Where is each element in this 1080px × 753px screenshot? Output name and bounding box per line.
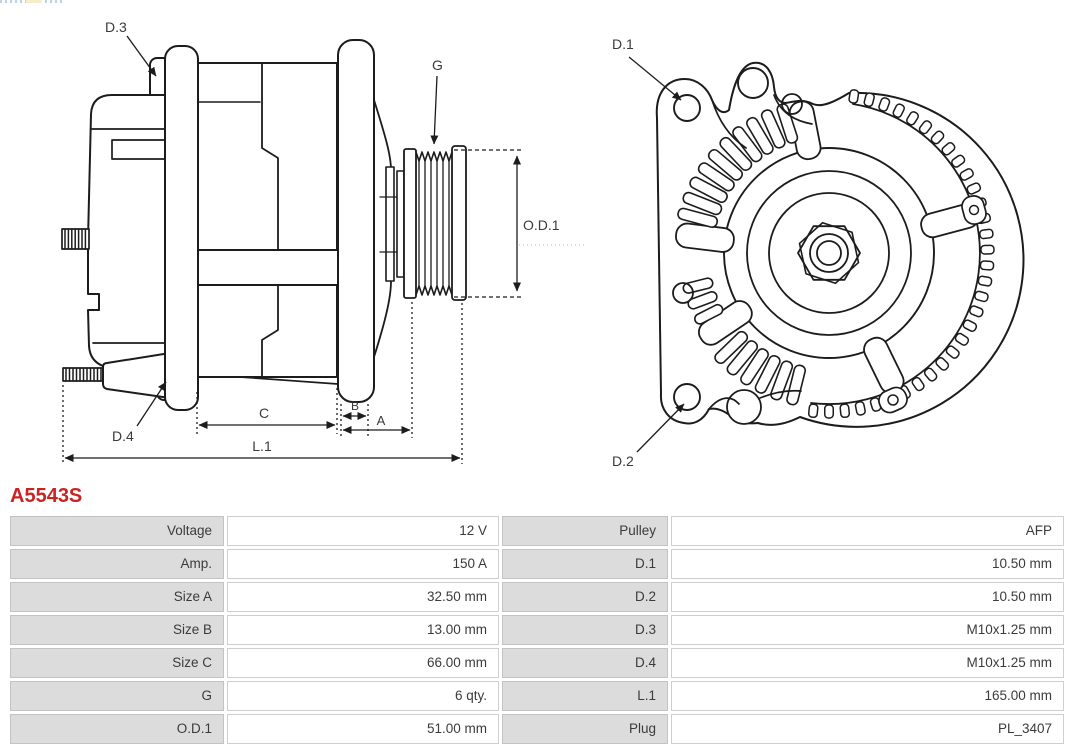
spec-label-cell: G bbox=[10, 681, 224, 711]
dim-label-a: A bbox=[376, 413, 386, 428]
spec-label-cell: Size B bbox=[10, 615, 224, 645]
dim-label-c: C bbox=[258, 405, 270, 421]
spec-label-cell: D.3 bbox=[502, 615, 668, 645]
spec-label-cell: Voltage bbox=[10, 516, 224, 546]
pulley-face bbox=[724, 148, 934, 358]
shaft bbox=[386, 167, 394, 281]
spec-value-cell: 13.00 mm bbox=[227, 615, 499, 645]
dim-label-l1: L.1 bbox=[252, 438, 272, 454]
side-view-drawing bbox=[62, 40, 466, 410]
spec-value-cell: 12 V bbox=[227, 516, 499, 546]
spec-label-cell: Size C bbox=[10, 648, 224, 678]
spec-label-cell: D.4 bbox=[502, 648, 668, 678]
spec-value-cell: 10.50 mm bbox=[671, 549, 1064, 579]
spec-label-cell: Pulley bbox=[502, 516, 668, 546]
spec-value-cell: 150 A bbox=[227, 549, 499, 579]
spec-value-cell: PL_3407 bbox=[671, 714, 1064, 744]
dim-label-b: B bbox=[350, 399, 360, 413]
front-view-drawing bbox=[657, 63, 1024, 427]
spec-label-cell: D.2 bbox=[502, 582, 668, 612]
stud-thread-hatch bbox=[65, 230, 85, 248]
pulley-side bbox=[404, 146, 466, 300]
spec-table bbox=[10, 516, 1064, 744]
spec-label-cell: L.1 bbox=[502, 681, 668, 711]
spec-value-cell: 165.00 mm bbox=[671, 681, 1064, 711]
dim-label-d3: D.3 bbox=[105, 19, 127, 35]
spec-value-cell: 6 qty. bbox=[227, 681, 499, 711]
dim-label-g: G bbox=[432, 57, 443, 73]
rear-housing bbox=[88, 95, 170, 371]
stator-body bbox=[198, 63, 337, 250]
spec-value-cell: 10.50 mm bbox=[671, 582, 1064, 612]
spec-value-cell: AFP bbox=[671, 516, 1064, 546]
dim-label-d4: D.4 bbox=[112, 428, 134, 444]
part-number: A5543S bbox=[10, 485, 83, 507]
dim-label-d2: D.2 bbox=[612, 453, 634, 469]
spec-value-cell: M10x1.25 mm bbox=[671, 615, 1064, 645]
dim-label-od1: O.D.1 bbox=[523, 217, 560, 233]
spec-value-cell: M10x1.25 mm bbox=[671, 648, 1064, 678]
spec-value-cell: 66.00 mm bbox=[227, 648, 499, 678]
dim-label-d1: D.1 bbox=[612, 36, 634, 52]
spec-label-cell: D.1 bbox=[502, 549, 668, 579]
front-view-labels bbox=[612, 36, 634, 469]
spec-value-cell: 32.50 mm bbox=[227, 582, 499, 612]
spec-value-cell: 51.00 mm bbox=[227, 714, 499, 744]
spec-label-cell: Plug bbox=[502, 714, 668, 744]
spec-label-cell: Amp. bbox=[10, 549, 224, 579]
mounting-flange bbox=[165, 46, 198, 410]
spec-label-cell: O.D.1 bbox=[10, 714, 224, 744]
spec-label-cell: Size A bbox=[10, 582, 224, 612]
front-bracket bbox=[338, 40, 374, 402]
